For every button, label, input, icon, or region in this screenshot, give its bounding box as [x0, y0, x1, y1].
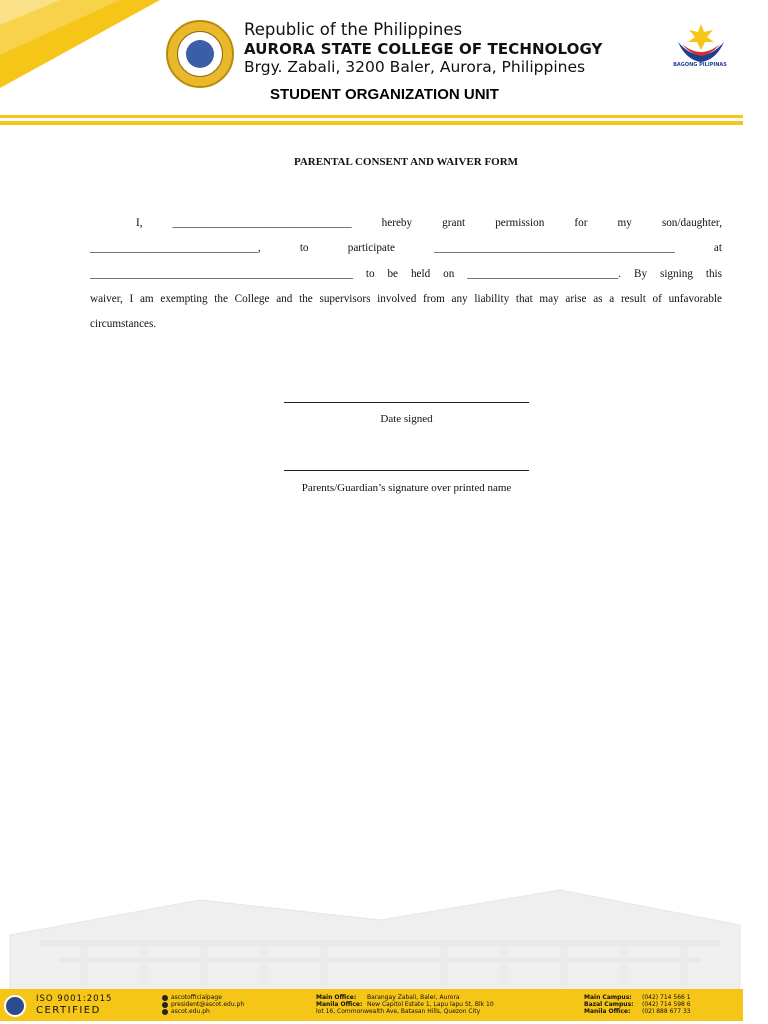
- globe-icon: [162, 1009, 168, 1015]
- contact-list: [162, 994, 244, 1016]
- facebook-icon: [162, 995, 168, 1001]
- website-contact[interactable]: ascot.edu.ph: [162, 1008, 244, 1015]
- letterhead: [244, 22, 603, 75]
- campus-building-watermark: [0, 880, 768, 990]
- iso-standard: ISO 9001:2015: [36, 994, 113, 1004]
- republic-line: Republic of the Philippines: [244, 20, 463, 39]
- consent-line-5: circumstances.: [90, 318, 157, 330]
- date-signed-label: Date signed: [380, 413, 433, 425]
- corner-decoration: [0, 0, 165, 95]
- facebook-contact[interactable]: ascotofficialpage: [162, 994, 244, 1001]
- consent-line-4: waiver, I am exempting the College and the supervisors involved from any liability that may arise as a result of unfavorable: [90, 293, 722, 305]
- consent-line-3: _______________________________________________ to be held on ___________________________. By signing this: [90, 268, 722, 280]
- college-address: Brgy. Zabali, 3200 Baler, Aurora, Philippines: [244, 57, 586, 76]
- consent-line-2: ______________________________, to participate ___________________________________________ at: [90, 242, 722, 254]
- header-divider-top: [0, 115, 743, 118]
- email-contact[interactable]: president@ascot.edu.ph: [162, 1001, 244, 1008]
- email-icon: [162, 1002, 168, 1008]
- bagong-pilipinas-label: BAGONG PILIPINAS: [673, 62, 727, 68]
- signature-label: Parents/Guardian’s signature over printed name: [301, 482, 512, 494]
- college-name: AURORA STATE COLLEGE OF TECHNOLOGY: [244, 39, 603, 58]
- college-seal-logo: [166, 20, 234, 88]
- signature-line: [284, 470, 529, 471]
- campus-phones: Main Campus: (042) 714 566 1 Bazal Campus: (042) 714 598 6 Manila Office: (02) 888 677 33: [584, 994, 691, 1016]
- form-title: PARENTAL CONSENT AND WAIVER FORM: [293, 156, 519, 168]
- iso-badge-icon: [4, 995, 26, 1017]
- consent-line-1: I, ________________________________ hereby grant permission for my son/daughter,: [136, 217, 722, 229]
- date-signed-line: [284, 402, 529, 403]
- office-addresses: Main Office: Barangay Zabali, Baler, Aurora Manila Office: New Capitol Estate 1, Lapu lapu St, Blk 10 lot 16, Commonwealth Ave, Batasan Hills, Quezon City: [316, 994, 494, 1016]
- header-divider-bottom: [0, 121, 743, 125]
- footer-bar: [0, 989, 743, 1021]
- iso-certified: CERTIFIED: [36, 1005, 101, 1016]
- unit-title: STUDENT ORGANIZATION UNIT: [270, 86, 499, 103]
